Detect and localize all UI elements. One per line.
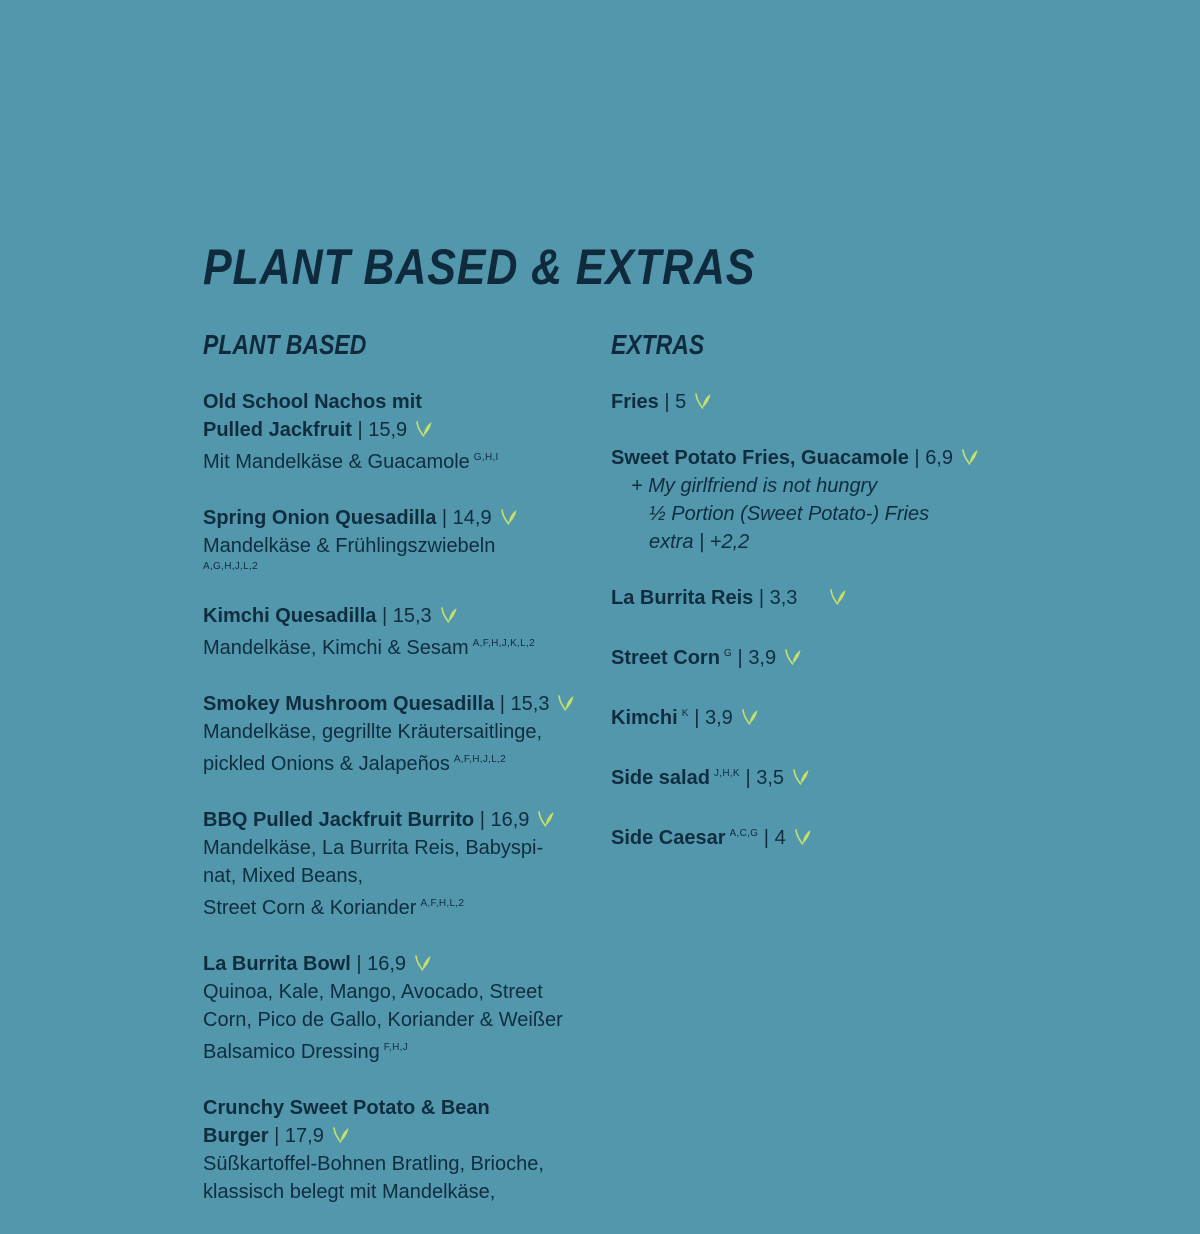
item-price: 17,9 (284, 1125, 324, 1147)
item-description: Street Corn & Koriander $^{A,F,H,L,2}$ (203, 897, 465, 919)
item-description: Mandelkäse & Frühlingszwiebeln (203, 535, 496, 557)
menu-item: Crunchy Sweet Potato & Bean Burger | 17,9 Süßkartoffel-Bohnen Bratling, Brioche, klassisch belegt mit Mandelkäse, (203, 1094, 603, 1206)
item-name: Kimchi Quesadilla (203, 605, 377, 627)
item-description-line: nat, Mixed Beans, (203, 865, 364, 887)
menu-item: Spring Onion Quesadilla | 14,9 Mandelkäse & Frühlingszwiebeln A,G,H,J,L,2 (203, 504, 603, 574)
item-price: 6,9 (925, 447, 953, 469)
menu-item: Smokey Mushroom Quesadilla | 15,3 Mandelkäse, gegrillte Kräutersaitlinge, pickled Onions & Jalapeños $^{A,F,H,J,L,2}$ (203, 690, 603, 778)
menu-item: Old School Nachos mit Pulled Jackfruit | 15,9 Mit Mandelkäse & Guacamole $^{G,H,I}$ (203, 388, 603, 476)
item-allergens: A,F,H,L,2 (420, 898, 465, 909)
item-price: 3,5 (756, 767, 785, 789)
item-price: 15,9 (368, 419, 408, 441)
item-allergens: A,F,H,J,L,2 (453, 754, 507, 765)
item-description-line: Mandelkäse, gegrillte Kräutersaitlinge, (203, 721, 543, 743)
vegan-leaf-icon (694, 392, 712, 410)
item-description: klassisch belegt mit Mandelkäse, (203, 1181, 496, 1203)
item-allergens: A,F,H,J,K,L,2 (472, 638, 535, 649)
item-price: 3,9 (704, 707, 733, 729)
item-name: La Burrita Reis (611, 587, 754, 609)
extra-item: Kimchi $^K$ | 3,9 (611, 700, 1031, 732)
menu-item: Kimchi Quesadilla | 15,3 Mandelkäse, Kimchi & Sesam $^{A,F,H,J,K,L,2}$ (203, 602, 603, 662)
item-name: Smokey Mushroom Quesadilla (203, 693, 495, 715)
item-option: extra | +2,2 (649, 531, 750, 553)
item-option: + My girlfriend is not hungry (631, 475, 878, 497)
extra-item: Side salad $^{J,H,K}$ | 3,5 (611, 760, 1031, 792)
page-title: PLANT BASED & EXTRAS (203, 239, 756, 295)
item-name: La Burrita Bowl (203, 953, 351, 975)
item-description: Mandelkäse, Kimchi & Sesam $^{A,F,H,J,K,L,2}$ (203, 637, 535, 659)
extra-item: Sweet Potato Fries, Guacamole | 6,9 + My girlfriend is not hungry ½ Portion (Sweet Potato-) Fries extra | +2,2 (611, 444, 1031, 556)
vegan-leaf-icon (741, 708, 759, 726)
item-name: Sweet Potato Fries, Guacamole (611, 447, 909, 469)
item-name: Street Corn (611, 647, 720, 669)
item-description: Balsamico Dressing $^{F,H,J}$ (203, 1041, 409, 1063)
vegan-leaf-icon (500, 508, 518, 526)
vegan-leaf-icon (829, 588, 847, 606)
item-price: 16,9 (367, 953, 407, 975)
vegan-leaf-icon (961, 448, 979, 466)
item-name: Fries (611, 391, 659, 413)
item-price: 16,9 (490, 809, 530, 831)
extra-item: Fries | 5 (611, 388, 1031, 416)
item-name: Spring Onion Quesadilla (203, 507, 437, 529)
extra-item: Street Corn $^G$ | 3,9 (611, 640, 1031, 672)
vegan-leaf-icon (784, 648, 802, 666)
item-price: 5 (675, 391, 687, 413)
item-description-line: Corn, Pico de Gallo, Koriander & Weißer (203, 1009, 563, 1031)
item-allergens: A,G,H,J,L,2 (203, 561, 258, 572)
item-price: 3,9 (748, 647, 777, 669)
vegan-leaf-icon (332, 1126, 350, 1144)
item-name-line: Crunchy Sweet Potato & Bean (203, 1097, 490, 1119)
item-allergens: K (681, 708, 689, 719)
item-name: Pulled Jackfruit (203, 419, 352, 441)
item-allergens: G,H,I (473, 452, 499, 463)
extras-heading: EXTRAS (611, 329, 705, 360)
item-name: Side salad (611, 767, 710, 789)
item-price: 15,3 (510, 693, 550, 715)
item-price: 15,3 (392, 605, 432, 627)
item-price: 3,3 (769, 587, 798, 609)
item-name-line: Old School Nachos mit (203, 391, 422, 413)
item-description: Mit Mandelkäse & Guacamole $^{G,H,I}$ (203, 451, 499, 473)
item-allergens: J,H,K (713, 768, 740, 779)
item-description-line: Mandelkäse, La Burrita Reis, Babyspi- (203, 837, 544, 859)
extra-item: La Burrita Reis | 3,3 (611, 584, 1031, 612)
item-allergens: F,H,J (383, 1042, 409, 1053)
item-allergens: G (723, 648, 732, 659)
menu-item: BBQ Pulled Jackfruit Burrito | 16,9 Mandelkäse, La Burrita Reis, Babyspi- nat, Mixed Beans, Street Corn & Koriander $^{A,F,H,L,2}$ (203, 806, 603, 922)
vegan-leaf-icon (557, 694, 575, 712)
vegan-leaf-icon (414, 954, 432, 972)
item-price: 14,9 (452, 507, 492, 529)
vegan-leaf-icon (794, 828, 812, 846)
plant-based-column (203, 328, 603, 1234)
menu-item: La Burrita Bowl | 16,9 Quinoa, Kale, Mango, Avocado, Street Corn, Pico de Gallo, Koriander & Weißer Balsamico Dressing $^{F,H,J}$ (203, 950, 603, 1066)
vegan-leaf-icon (537, 810, 555, 828)
extras-column (611, 328, 1031, 880)
item-description-line: Süßkartoffel-Bohnen Bratling, Brioche, (203, 1153, 544, 1175)
vegan-leaf-icon (415, 420, 433, 438)
item-allergens: A,C,G (729, 828, 759, 839)
item-price: 4 (774, 827, 786, 849)
item-description-line: Quinoa, Kale, Mango, Avocado, Street (203, 981, 543, 1003)
extra-item: Side Caesar $^{A,C,G}$ | 4 (611, 820, 1031, 852)
item-name: Burger (203, 1125, 269, 1147)
vegan-leaf-icon (440, 606, 458, 624)
item-description: pickled Onions & Jalapeños $^{A,F,H,J,L,2}$ (203, 753, 507, 775)
vegan-leaf-icon (792, 768, 810, 786)
plant-based-heading: PLANT BASED (203, 329, 367, 360)
item-option: ½ Portion (Sweet Potato-) Fries (649, 503, 930, 525)
item-name: Kimchi (611, 707, 678, 729)
item-name: Side Caesar (611, 827, 726, 849)
item-name: BBQ Pulled Jackfruit Burrito (203, 809, 475, 831)
